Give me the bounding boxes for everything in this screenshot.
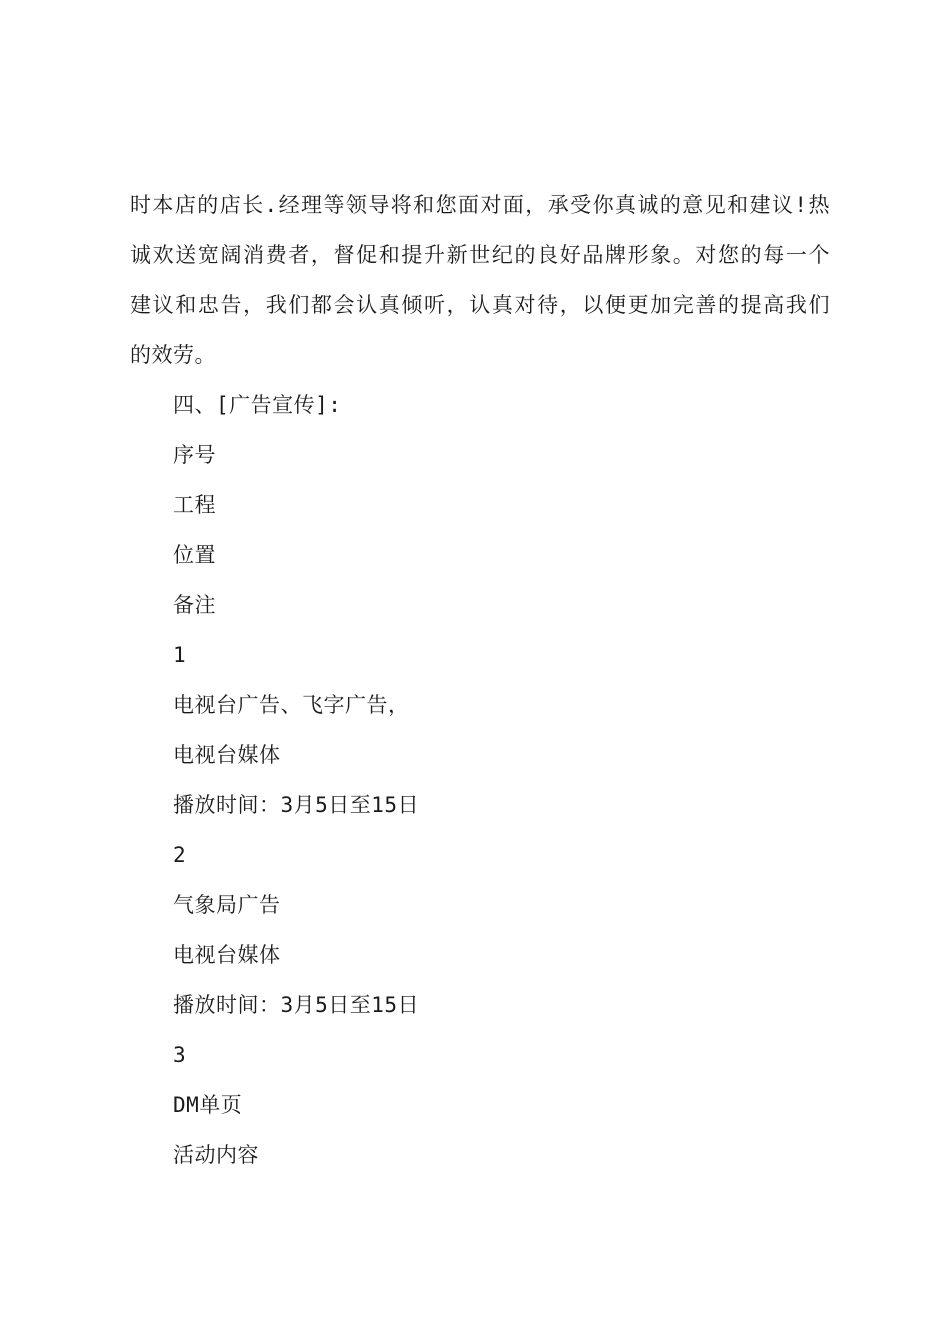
list-item: 1 xyxy=(173,643,187,667)
list-item: 活动内容 xyxy=(173,1143,259,1167)
list-item: 电视台媒体 xyxy=(173,743,281,767)
paragraph-line-1: 时本店的店长.经理等领导将和您面对面，承受你真诚的意见和建议!热 xyxy=(130,193,830,217)
list-item: 气象局广告 xyxy=(173,893,281,917)
list-item: 播放时间：3月5日至15日 xyxy=(173,993,420,1017)
list-item: 电视台媒体 xyxy=(173,943,281,967)
list-item: 备注 xyxy=(173,593,216,617)
list-item: 2 xyxy=(173,843,187,867)
list-item: 工程 xyxy=(173,493,216,517)
paragraph-line-4: 的效劳。 xyxy=(130,343,216,367)
list-item: 电视台广告、飞字广告， xyxy=(173,693,410,717)
list-item: DM单页 xyxy=(173,1093,243,1117)
list-item: 播放时间：3月5日至15日 xyxy=(173,793,420,817)
paragraph-line-2: 诚欢送宽阔消费者，督促和提升新世纪的良好品牌形象。对您的每一个 xyxy=(130,243,830,267)
list-item: 序号 xyxy=(173,443,216,467)
paragraph-line-3: 建议和忠告，我们都会认真倾听，认真对待，以便更加完善的提高我们 xyxy=(130,293,830,317)
list-item: 3 xyxy=(173,1043,187,1067)
section-heading: 四、[广告宣传]: xyxy=(173,393,342,417)
list-item: 位置 xyxy=(173,543,216,567)
